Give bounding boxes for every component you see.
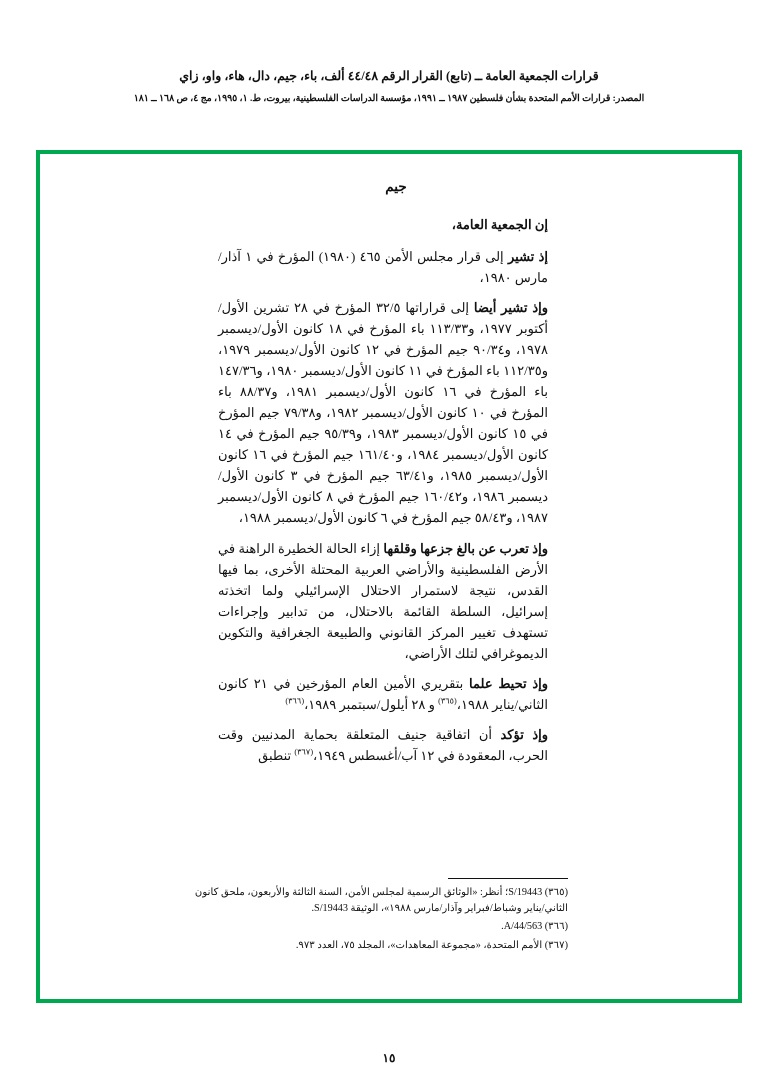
paragraph-2-lead: وإذ تشير أيضا [473, 300, 548, 315]
header-title: قرارات الجمعية العامة ــ (تابع) القرار الرقم ٤٤/٤٨ ألف، باء، جيم، دال، هاء، واو، زاي [179, 69, 599, 83]
paragraph-4 [218, 673, 548, 715]
paragraph-3 [218, 538, 548, 664]
paragraph-3-rest: إزاء الحالة الخطيرة الراهنة في الأرض الفلسطينية والأراضي العربية المحتلة الأخرى، بما فيها القدس، نتيجة لاستمرار الاحتلال الإسرائيلي ولما اتخذته إسرائيل، السلطة القائمة بالاحتلال، من تدابير وإجراءات تستهدف تغيير المركز القانوني والطبيعة الجغرافية والتكوين الديموغرافي لتلك الأراضي، [218, 540, 548, 661]
paragraph-1 [218, 246, 548, 288]
paragraph-5 [218, 724, 548, 766]
footnote-separator [448, 878, 568, 879]
page-number: ١٥ [382, 1051, 396, 1065]
section-letter-heading: جيم [385, 179, 407, 194]
green-border-frame [36, 150, 742, 1003]
footnote-367: (٣٦٧) الأمم المتحدة، «مجموعة المعاهدات»، المجلد ٧٥، العدد ٩٧٣. [295, 940, 568, 952]
paragraph-4-rest: بتقريري الأمين العام المؤرخين في ٢١ كانون الثاني/يناير ١٩٨٨،$^{(٣٦٥)}$ و ٢٨ أيلول/سبتمبر ١٩٨٩،$^{(٣٦٦)}$ [218, 675, 548, 712]
paragraph-5-lead: وإذ تؤكد [500, 726, 548, 742]
paragraph-1-rest: إلى قرار مجلس الأمن ٤٦٥ (١٩٨٠) المؤرخ في ١ آذار/ مارس ١٩٨٠، [218, 248, 548, 285]
paragraph-2 [218, 297, 548, 529]
paragraph-2-rest: إلى قراراتها ٣٢/٥ المؤرخ في ٢٨ تشرين الأول/أكتوبر ١٩٧٧، و١١٣/٣٣ باء المؤرخ في ١٨ كانون الأول/ديسمبر ١٩٧٨، و٩٠/٣٤ جيم المؤرخ في ١٢ كانون الأول/ديسمبر ١٩٧٩، و١١٢/٣٥ باء المؤرخ في ١١ كانون الأول/ديسمبر ١٩٨٠، و١٤٧/٣٦ باء المؤرخ في ١٦ كانون الأول/ديسمبر ١٩٨١، و٨٨/٣٧ باء المؤرخ في ١٠ كانون الأول/ديسمبر ١٩٨٢، و٧٩/٣٨ جيم المؤرخ في ١٥ كانون الأول/ديسمبر ١٩٨٣، و٩٥/٣٩ جيم المؤرخ في ١٤ كانون الأول/ديسمبر ١٩٨٤، و١٦١/٤٠ جيم المؤرخ في ١٦ كانون الأول/ديسمبر ١٩٨٥، و٦٣/٤١ جيم المؤرخ في ٣ كانون الأول/ديسمبر ١٩٨٦، و١٦٠/٤٢ جيم المؤرخ في ٨ كانون الأول/ديسمبر ١٩٨٧، و٥٨/٤٣ جيم المؤرخ في ٦ كانون الأول/ديسمبر ١٩٨٨، [218, 300, 549, 526]
document-body [218, 176, 548, 775]
footnote-366: (٣٦٦) A/44/563. [501, 921, 568, 933]
paragraph-3-lead: وإذ تعرب عن بالغ جزعها وقلقها [383, 540, 548, 556]
footnote-365: (٣٦٥) S/19443؛ أنظر: «الوثائق الرسمية لمجلس الأمن، السنة الثالثة والأربعون، ملحق كانون الثاني/يناير وشباط/فبراير وآذار/مارس ١٩٨٨»، الوثيقة S/19443. [194, 886, 568, 914]
paragraph-5-rest: أن اتفاقية جنيف المتعلقة بحماية المدنيين وقت الحرب، المعقودة في ١٢ آب/أغسطس ١٩٤٩،$^{(٣٦٧)}$ تنطبق [218, 726, 548, 763]
paragraph-4-lead: وإذ تحيط علما [469, 675, 549, 691]
page-header [0, 68, 778, 106]
header-source: المصدر: قرارات الأمم المتحدة بشأن فلسطين ١٩٨٧ ــ ١٩٩١، مؤسسة الدراسات الفلسطينية، بيروت، ط. ١، ١٩٩٥، مج ٤، ص ١٦٨ ــ ١٨١ [133, 93, 645, 104]
opening-line: إن الجمعية العامة، [451, 216, 548, 232]
footnotes-block [178, 878, 568, 957]
paragraph-1-lead: إذ تشير [507, 248, 548, 264]
